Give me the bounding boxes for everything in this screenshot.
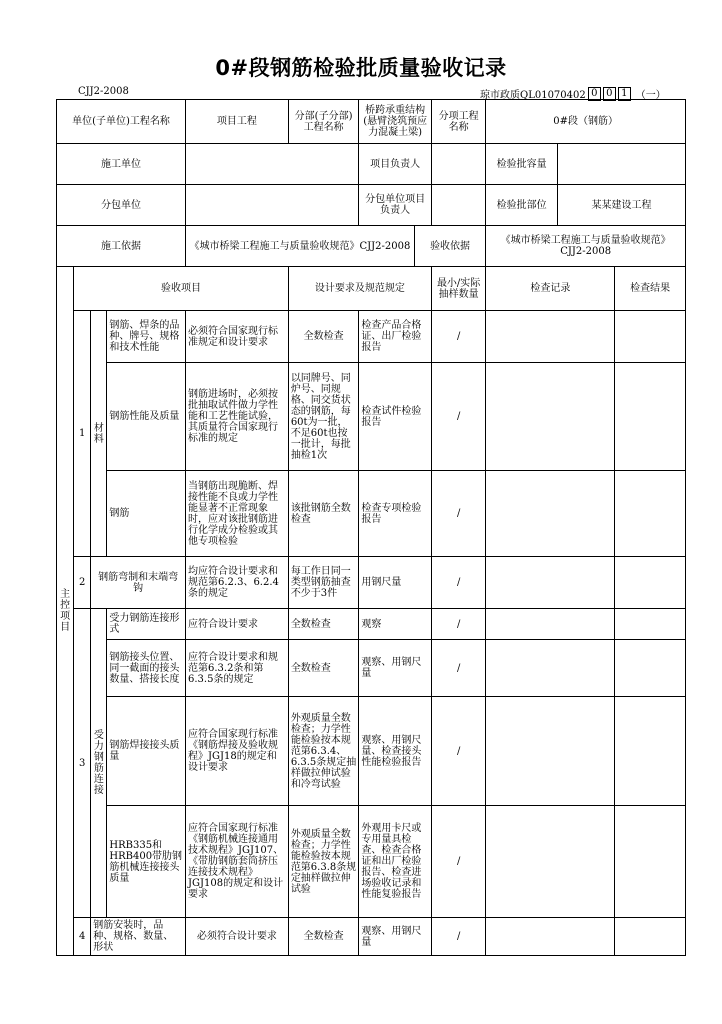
info-row-subcontract-unit bbox=[57, 185, 686, 226]
inspection-quantity: 外观质量全数检查；力学性能检验按本规范第6.3.4、6.3.5条规定抽样做拉伸试验和冷弯试验 bbox=[288, 697, 359, 806]
inspection-result[interactable] bbox=[615, 363, 686, 471]
inspection-quantity: 该批钢筋全数检查 bbox=[288, 471, 359, 557]
item-name: 钢筋焊接接头质量 bbox=[107, 697, 186, 806]
requirement: 当钢筋出现脆断、焊接性能不良或力学性能显著不正常现象时，应对该批钢筋进行化学成分检验或其他专项检验 bbox=[186, 471, 289, 557]
subcontract-manager-value[interactable] bbox=[431, 185, 485, 226]
inspection-result[interactable] bbox=[615, 557, 686, 609]
info-row-unit bbox=[57, 100, 686, 144]
inspection-method: 检查产品合格证、出厂检验报告 bbox=[359, 311, 432, 363]
item-name: HRB335和HRB400带肋钢筋机械连接接头质量 bbox=[107, 806, 186, 918]
subcontract-manager-label: 分包单位项目负责人 bbox=[359, 185, 432, 226]
inspection-result[interactable] bbox=[615, 311, 686, 363]
group-number: 1 bbox=[74, 311, 91, 557]
subitem-value[interactable]: 0#段（钢筋） bbox=[486, 100, 686, 144]
basis-value[interactable]: 《城市桥梁工程施工与质量验收规范》CJJ2-2008 bbox=[186, 226, 415, 267]
column-requirement: 设计要求及规范规定 bbox=[288, 267, 431, 311]
division-value[interactable]: 桥跨承重结构(悬臂浇筑预应力混凝土梁) bbox=[359, 100, 432, 144]
column-header-row bbox=[57, 267, 686, 311]
item-name: 钢筋安装时，品种、规格、数量、形状 bbox=[91, 918, 186, 956]
requirement: 应符合设计要求 bbox=[186, 609, 289, 640]
inspection-record[interactable] bbox=[486, 557, 615, 609]
item-name: 钢筋、焊条的品种、牌号、规格和技术性能 bbox=[107, 311, 186, 363]
column-item: 验收项目 bbox=[74, 267, 289, 311]
inspection-record[interactable] bbox=[486, 918, 615, 956]
inspection-result[interactable] bbox=[615, 609, 686, 640]
unit-label: 单位(子单位)工程名称 bbox=[57, 100, 186, 144]
basis-label: 施工依据 bbox=[57, 226, 186, 267]
sample-count[interactable]: / bbox=[431, 311, 485, 363]
table-row bbox=[57, 363, 686, 471]
table-row bbox=[57, 557, 686, 609]
sample-count[interactable]: / bbox=[431, 640, 485, 697]
form-number-box[interactable]: 1 bbox=[618, 87, 631, 101]
form-number-box[interactable]: 0 bbox=[603, 87, 616, 101]
subcontract-unit-value[interactable] bbox=[186, 185, 359, 226]
item-name: 钢筋 bbox=[107, 471, 186, 557]
item-name: 钢筋接头位置、同一截面的接头数量、搭接长度 bbox=[107, 640, 186, 697]
acceptance-basis-label: 验收依据 bbox=[414, 226, 486, 267]
sample-count[interactable]: / bbox=[431, 557, 485, 609]
inspection-quantity: 全数检查 bbox=[288, 640, 359, 697]
inspection-quantity: 全数检查 bbox=[288, 918, 359, 956]
inspection-method: 用钢尺量 bbox=[359, 557, 432, 609]
batch-capacity-label: 检验批容量 bbox=[486, 144, 558, 185]
requirement: 钢筋进场时，必须按批抽取试件做力学性能和工艺性能试验，其质量符合国家现行标准的规定 bbox=[186, 363, 289, 471]
inspection-record[interactable] bbox=[486, 806, 615, 918]
construction-unit-label: 施工单位 bbox=[57, 144, 186, 185]
item-name: 钢筋性能及质量 bbox=[107, 363, 186, 471]
sample-count[interactable]: / bbox=[431, 697, 485, 806]
inspection-record[interactable] bbox=[486, 697, 615, 806]
table-row bbox=[57, 806, 686, 918]
form-number-suffix: （一） bbox=[635, 90, 666, 101]
requirement: 均应符合设计要求和规范第6.2.3、6.2.4条的规定 bbox=[186, 557, 289, 609]
inspection-record[interactable] bbox=[486, 363, 615, 471]
inspection-quantity: 每工作日同一类型钢筋抽查不少于3件 bbox=[288, 557, 359, 609]
inspection-record[interactable] bbox=[486, 640, 615, 697]
unit-value[interactable]: 项目工程 bbox=[186, 100, 289, 144]
inspection-record[interactable] bbox=[486, 609, 615, 640]
project-manager-value[interactable] bbox=[431, 144, 485, 185]
group-number: 2 bbox=[74, 557, 91, 609]
sample-count[interactable]: / bbox=[431, 609, 485, 640]
batch-location-value[interactable]: 某某建设工程 bbox=[557, 185, 685, 226]
group-label: 材料 bbox=[91, 311, 107, 557]
requirement: 必须符合设计要求 bbox=[186, 918, 289, 956]
page-title: 0#段钢筋检验批质量验收记录 bbox=[215, 56, 507, 80]
inspection-method: 观察 bbox=[359, 609, 432, 640]
batch-location-label: 检验批部位 bbox=[486, 185, 558, 226]
subitem-label: 分项工程名称 bbox=[431, 100, 485, 144]
sample-count[interactable]: / bbox=[431, 806, 485, 918]
group-label: 受力钢筋连接 bbox=[91, 609, 107, 918]
table-row bbox=[57, 609, 686, 640]
inspection-quantity: 全数检查 bbox=[288, 609, 359, 640]
item-name: 受力钢筋连接形式 bbox=[107, 609, 186, 640]
division-label: 分部(子分部)工程名称 bbox=[288, 100, 359, 144]
inspection-method: 检查试件检验报告 bbox=[359, 363, 432, 471]
requirement: 必须符合国家现行标准规定和设计要求 bbox=[186, 311, 289, 363]
inspection-result[interactable] bbox=[615, 806, 686, 918]
inspection-quantity: 以同牌号、同炉号、同规格、同交货状态的钢筋，每60t为一批，不足60t也按一批计，每批抽检1次 bbox=[288, 363, 359, 471]
group-number: 4 bbox=[74, 918, 91, 956]
construction-unit-value[interactable] bbox=[186, 144, 359, 185]
inspection-result[interactable] bbox=[615, 918, 686, 956]
inspection-record[interactable] bbox=[486, 471, 615, 557]
table-row bbox=[57, 311, 686, 363]
inspection-method: 检查专项检验报告 bbox=[359, 471, 432, 557]
inspection-result[interactable] bbox=[615, 471, 686, 557]
project-manager-label: 项目负责人 bbox=[359, 144, 432, 185]
inspection-quantity: 外观质量全数检查；力学性能检验按本规范第6.3.8条规定抽样做拉伸试验 bbox=[288, 806, 359, 918]
column-sample: 最小/实际抽样数量 bbox=[431, 267, 485, 311]
sample-count[interactable]: / bbox=[431, 471, 485, 557]
requirement: 应符合国家现行标准《钢筋机械连接通用技术规程》JGJ107、《带肋钢筋套筒挤压连接技术规程》JGJ108的规定和设计要求 bbox=[186, 806, 289, 918]
item-name: 钢筋弯制和末端弯钩 bbox=[91, 557, 186, 609]
table-row bbox=[57, 918, 686, 956]
group-number: 3 bbox=[74, 609, 91, 918]
inspection-result[interactable] bbox=[615, 640, 686, 697]
info-row-construction-unit bbox=[57, 144, 686, 185]
requirement: 应符合设计要求和规范第6.3.2条和第6.3.5条的规定 bbox=[186, 640, 289, 697]
info-row-basis bbox=[57, 226, 686, 267]
form-number-box[interactable]: 0 bbox=[588, 87, 601, 101]
inspection-method: 外观用卡尺或专用量具检查、检查合格证和出厂检验报告、检查进场验收记录和性能复验报告 bbox=[359, 806, 432, 918]
column-result: 检查结果 bbox=[615, 267, 686, 311]
form-number-prefix: 琼市政质QL01070402 bbox=[480, 90, 586, 101]
standard-code: CJJ2-2008 bbox=[78, 86, 129, 97]
subcontract-unit-label: 分包单位 bbox=[57, 185, 186, 226]
sample-count[interactable]: / bbox=[431, 918, 485, 956]
inspection-form-table bbox=[56, 99, 686, 956]
batch-capacity-value[interactable] bbox=[557, 144, 685, 185]
column-record: 检查记录 bbox=[486, 267, 615, 311]
inspection-record[interactable] bbox=[486, 311, 615, 363]
sample-count[interactable]: / bbox=[431, 363, 485, 471]
inspection-method: 观察、用钢尺量 bbox=[359, 918, 432, 956]
main-control-label: 主控项目 bbox=[57, 267, 74, 956]
table-row bbox=[57, 697, 686, 806]
table-row bbox=[57, 640, 686, 697]
inspection-quantity: 全数检查 bbox=[288, 311, 359, 363]
table-row bbox=[57, 471, 686, 557]
inspection-method: 观察、用钢尺量、检查接头性能检验报告 bbox=[359, 697, 432, 806]
inspection-result[interactable] bbox=[615, 697, 686, 806]
requirement: 应符合国家现行标准《钢筋焊接及验收规程》JGJ18的规定和设计要求 bbox=[186, 697, 289, 806]
acceptance-basis-value[interactable]: 《城市桥梁工程施工与质量验收规范》CJJ2-2008 bbox=[486, 226, 686, 267]
inspection-method: 观察、用钢尺量 bbox=[359, 640, 432, 697]
